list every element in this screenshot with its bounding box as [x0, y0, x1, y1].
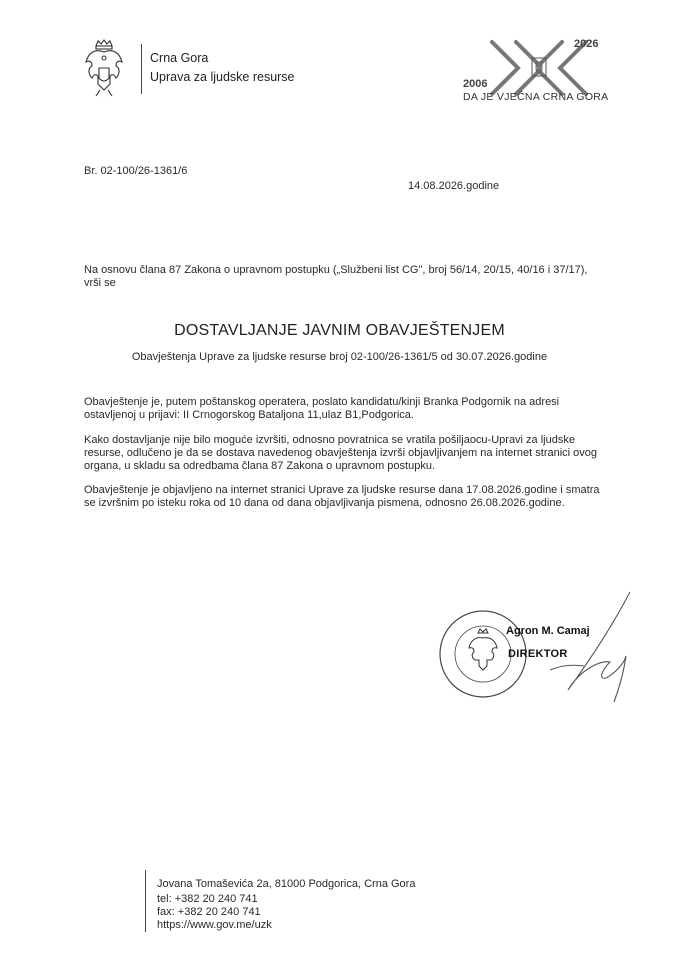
body-paragraph-3: Obavještenje je objavljeno na internet stranici Uprave za ljudske resurse dana 17.08.2026.godine i smatra se izvršnim po isteku roka od 10 dana od dana objavljivanja pismena, odnosno 26.08.2026.godine. [84, 484, 600, 509]
body-paragraph-1: Obavještenje je, putem poštanskog operatera, poslato kandidatu/kinji Branka Podgornik na adresi ostavljenoj u prijavi: II Crnogorskog Bataljona 11,ulaz B1,Podgorica. [84, 396, 560, 421]
document-date: 14.08.2026.godine [408, 180, 500, 192]
footer-tel: tel: +382 20 240 741 [157, 893, 258, 905]
reference-number: Br. 02-100/26-1361/6 [84, 165, 188, 177]
org-country: Crna Gora [150, 51, 209, 65]
document-subtitle: Obavještenja Uprave za ljudske resurse broj 02-100/26-1361/5 od 30.07.2026.godine [131, 351, 548, 363]
footer-fax: fax: +382 20 240 741 [157, 906, 261, 918]
coat-of-arms-icon [82, 38, 126, 98]
org-name: Uprava za ljudske resurse [150, 70, 295, 84]
document-title: DOSTAVLJANJE JAVNIM OBAVJEŠTENJEM [174, 322, 505, 339]
body-paragraph-2: Kako dostavljanje nije bilo moguće izvršiti, odnosno povratnica se vratila pošiljaocu-Upravi za ljudske resurse, odlučeno je da se dostava navedenog obavještenja izvrši objavljivanjem na internet stranici ovog organa, u skladu sa odredbama člana 87 Zakona o upravnom postupku. [84, 434, 598, 472]
anniversary-year-end: 2026 [574, 38, 599, 50]
footer-address: Jovana Tomaševića 2a, 81000 Podgorica, Crna Gora [157, 878, 416, 890]
signatory-name: Agron M. Camaj [506, 625, 590, 637]
handwritten-signature [540, 590, 640, 710]
footer-website-link[interactable]: https://www.gov.me/uzk [157, 919, 272, 931]
footer-divider [145, 870, 146, 932]
anniversary-caption: DA JE VJEČNA CRNA GORA [463, 91, 609, 103]
anniversary-year-start: 2006 [463, 78, 488, 90]
signatory-title: DIREKTOR [508, 648, 568, 660]
intro-text: Na osnovu člana 87 Zakona o upravnom postupku („Službeni list CG", broj 56/14, 20/15, 40/16 i 37/17), vrši se [84, 264, 588, 289]
header-divider [141, 44, 142, 94]
